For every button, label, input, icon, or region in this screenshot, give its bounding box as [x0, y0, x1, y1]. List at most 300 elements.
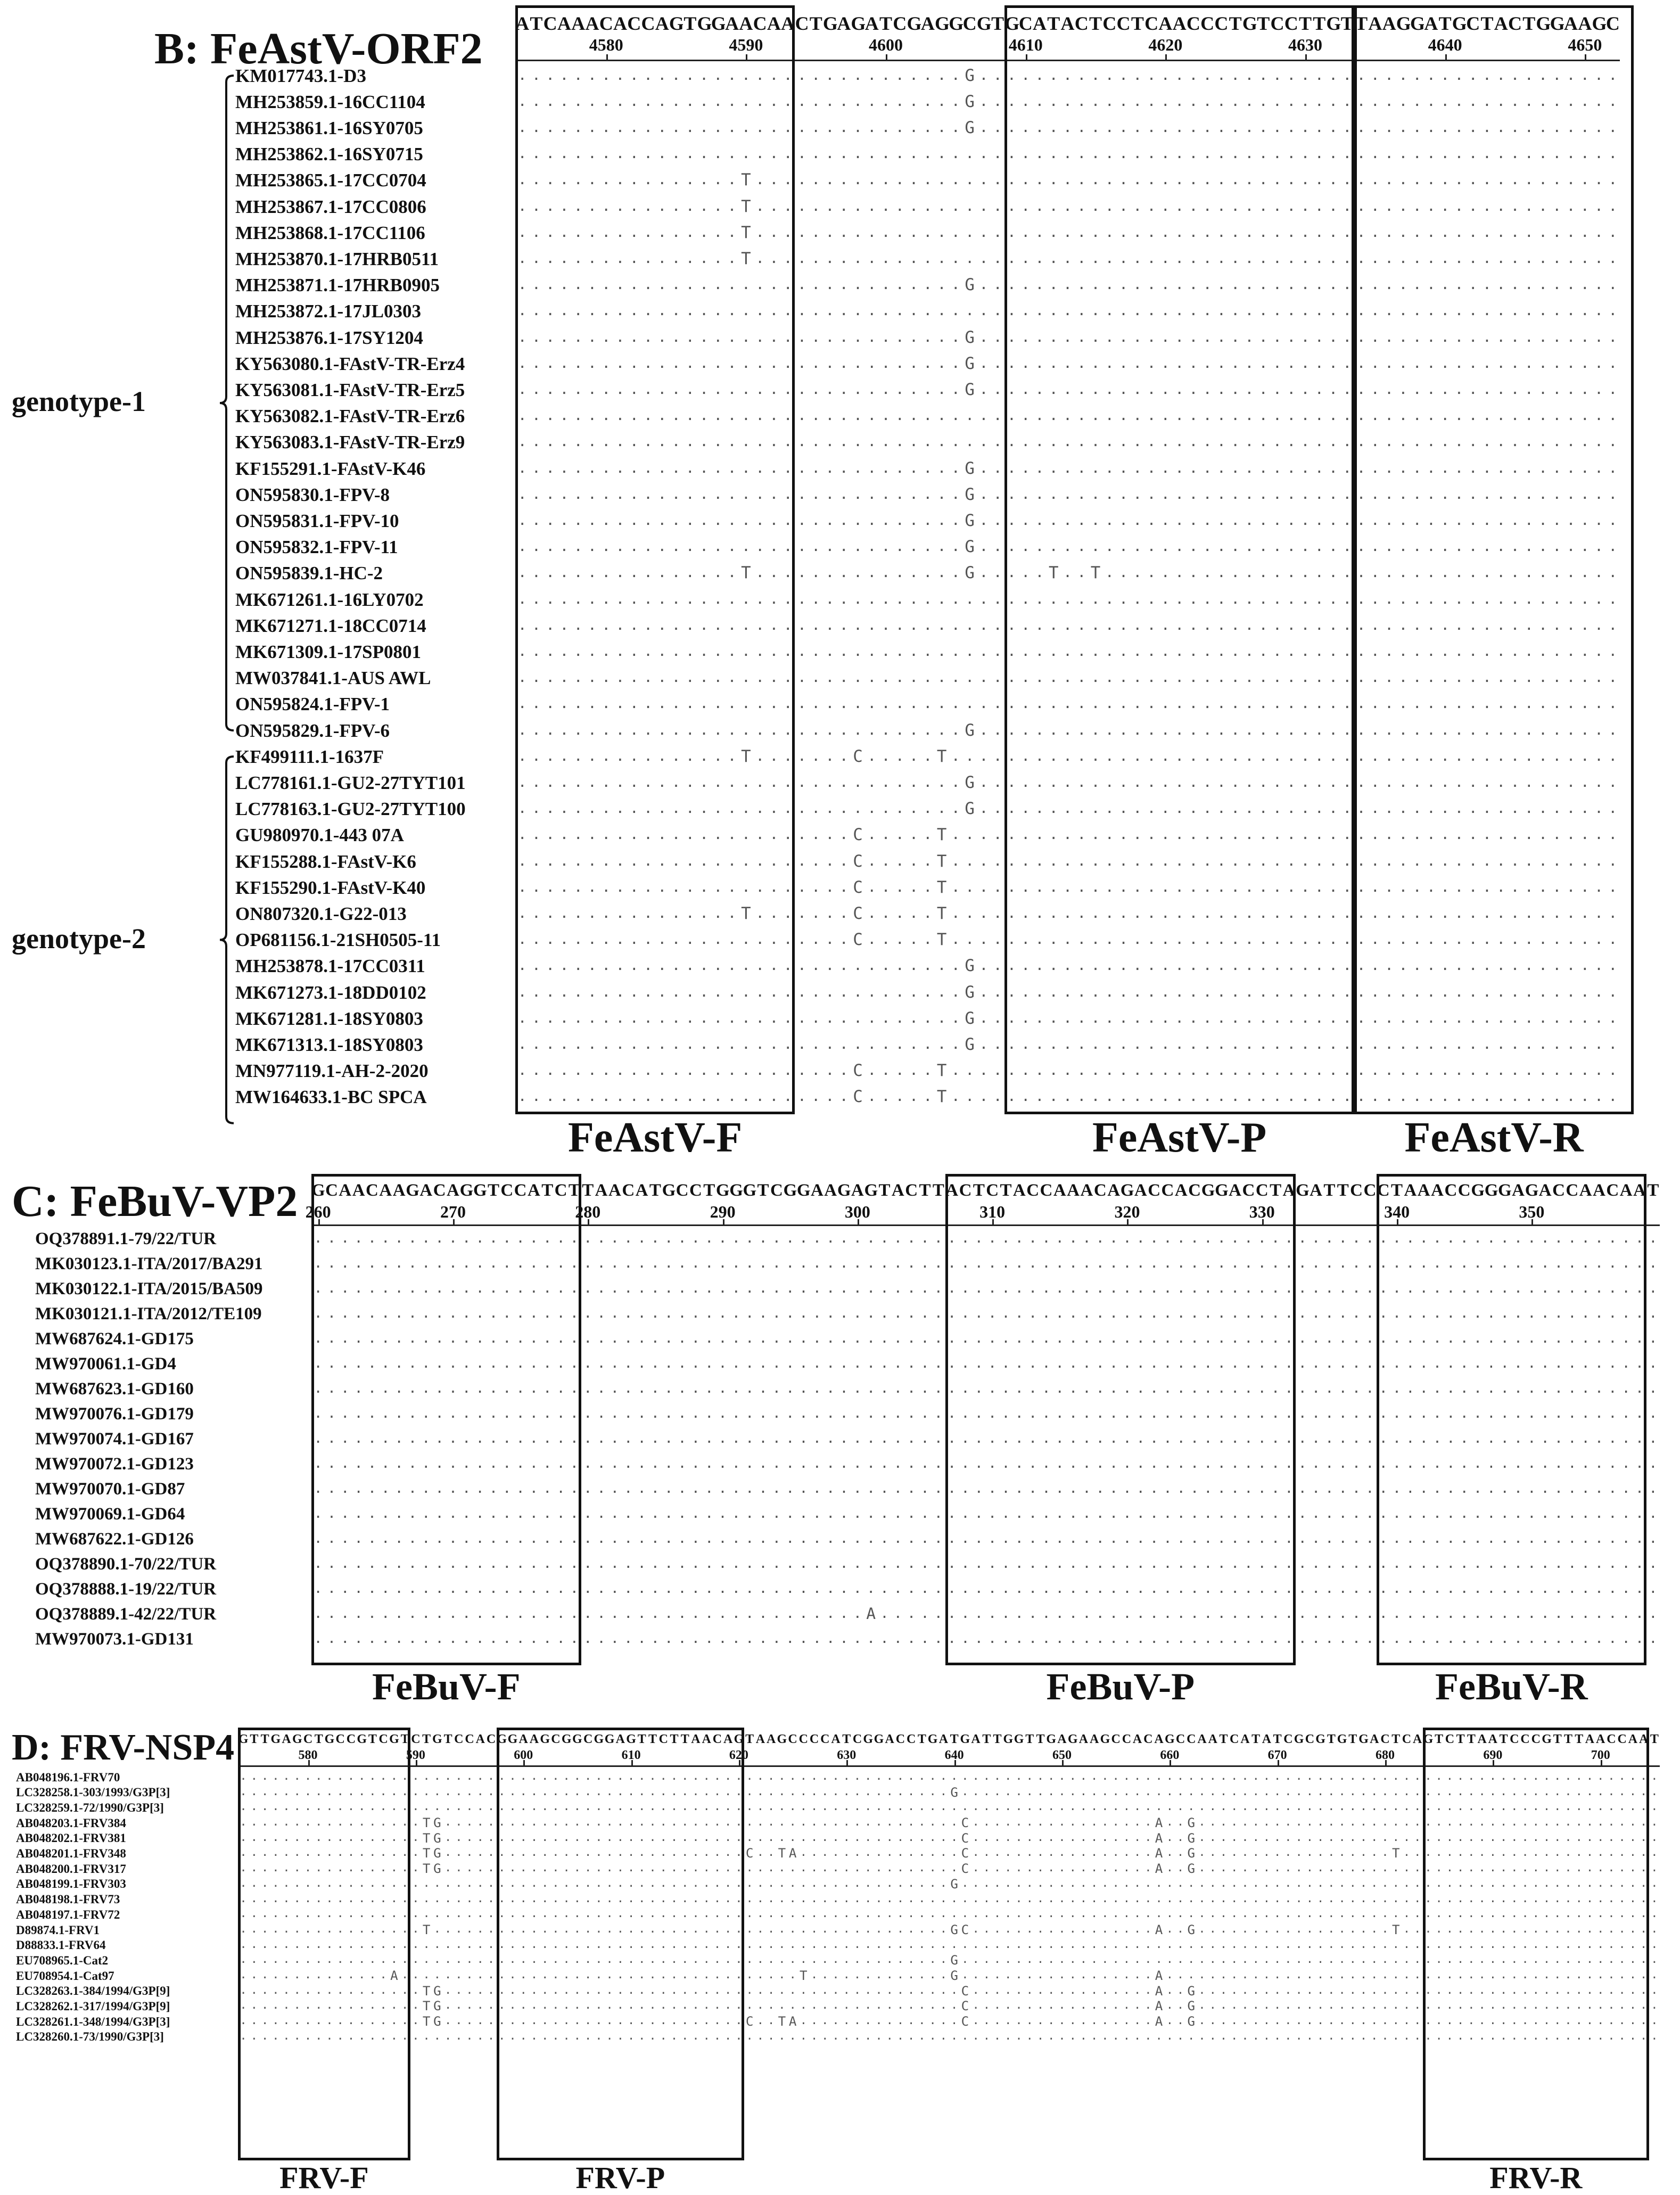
identity-dot: .	[1147, 618, 1156, 632]
identity-dot: .	[1001, 1406, 1010, 1420]
identity-dot: .	[699, 356, 709, 371]
identity-dot: .	[602, 853, 611, 868]
identity-dot: .	[449, 1281, 457, 1295]
identity-dot: .	[759, 1431, 767, 1445]
identity-dot: .	[895, 225, 904, 240]
identity-dot: .	[1189, 539, 1198, 554]
identity-dot: .	[1105, 356, 1114, 371]
identity-dot: .	[1042, 1281, 1050, 1295]
identity-dot: .	[1343, 1063, 1352, 1078]
identity-dot: .	[1150, 1356, 1158, 1370]
identity-dot: .	[934, 1231, 943, 1245]
identity-dot: .	[882, 958, 891, 973]
identity-dot: .	[1007, 356, 1016, 371]
identity-dot: .	[1231, 1556, 1239, 1571]
identity-dot: .	[1049, 68, 1058, 83]
identity-dot: .	[1284, 1231, 1293, 1245]
identity-dot: .	[1595, 1556, 1603, 1571]
identity-dot: .	[1608, 801, 1617, 816]
identity-dot: .	[1105, 434, 1114, 449]
identity-dot: .	[1379, 1281, 1388, 1295]
sequence-label: ON807320.1-G22-013	[235, 905, 407, 923]
identity-dot: .	[422, 1231, 430, 1245]
identity-dot: .	[1483, 827, 1492, 842]
reference-base: T	[1438, 14, 1452, 33]
identity-dot: .	[1177, 1281, 1185, 1295]
identity-dot: .	[1455, 775, 1464, 790]
identity-dot: .	[867, 1481, 875, 1495]
identity-dot: .	[1217, 513, 1226, 528]
identity-dot: .	[1133, 749, 1142, 763]
identity-dot: .	[341, 1581, 349, 1596]
identity-dot: .	[630, 749, 639, 763]
identity-dot: .	[1301, 94, 1310, 109]
identity-dot: .	[1259, 932, 1268, 947]
identity-dot: .	[1042, 1456, 1050, 1470]
identity-dot: .	[664, 1606, 673, 1621]
identity-dot: .	[1287, 722, 1296, 737]
identity-dot: .	[839, 670, 849, 685]
identity-dot: .	[979, 277, 988, 292]
identity-dot: .	[839, 94, 849, 109]
identity-dot: .	[1203, 172, 1212, 187]
primer-label: FeAstV-F	[568, 1116, 742, 1159]
identity-dot: .	[705, 1281, 713, 1295]
sequence-label: OP681156.1-21SH0505-11	[235, 931, 441, 949]
identity-dot: .	[1315, 330, 1324, 344]
identity-dot: .	[1105, 932, 1114, 947]
identity-dot: .	[1133, 984, 1142, 999]
identity-dot: .	[1580, 644, 1590, 659]
identity-dot: .	[1133, 775, 1142, 790]
identity-dot: .	[543, 1356, 551, 1370]
mutation-base: G	[965, 722, 975, 739]
identity-dot: .	[588, 487, 597, 502]
identity-dot: .	[772, 1256, 781, 1270]
identity-dot: .	[1177, 1306, 1185, 1320]
identity-dot: .	[657, 670, 666, 685]
identity-dot: .	[797, 801, 806, 816]
identity-dot: .	[1433, 1531, 1442, 1545]
reference-base: G	[311, 1182, 325, 1199]
identity-dot: .	[588, 932, 597, 947]
identity-dot: .	[894, 1456, 902, 1470]
identity-dot: .	[651, 1431, 660, 1445]
identity-dot: .	[1007, 670, 1016, 685]
identity-dot: .	[1077, 1089, 1086, 1104]
identity-dot: .	[1433, 1431, 1442, 1445]
identity-dot: .	[742, 722, 751, 737]
identity-dot: .	[1483, 199, 1492, 213]
identity-dot: .	[909, 644, 918, 659]
identity-dot: .	[1594, 1037, 1603, 1051]
reference-base: G	[797, 1182, 810, 1199]
reference-base: A	[1633, 1182, 1646, 1199]
identity-dot: .	[516, 1306, 524, 1320]
identity-dot: .	[979, 68, 988, 83]
identity-dot: .	[518, 434, 527, 449]
identity-dot: .	[742, 618, 751, 632]
identity-dot: .	[1339, 1506, 1347, 1520]
identity-dot: .	[1284, 1456, 1293, 1470]
identity-dot: .	[1287, 1089, 1296, 1104]
identity-dot: .	[1469, 1063, 1478, 1078]
identity-dot: .	[1496, 591, 1505, 606]
identity-dot: .	[1469, 434, 1478, 449]
identity-dot: .	[797, 94, 806, 109]
identity-dot: .	[1245, 906, 1254, 920]
reference-base: A	[655, 14, 669, 33]
identity-dot: .	[657, 853, 666, 868]
identity-dot: .	[672, 932, 681, 947]
identity-dot: .	[691, 1406, 700, 1420]
identity-dot: .	[755, 801, 764, 816]
identity-dot: .	[1329, 539, 1338, 554]
identity-dot: .	[1649, 1356, 1657, 1370]
identity-dot: .	[799, 1306, 808, 1320]
identity-dot: .	[644, 722, 653, 737]
identity-dot: .	[1446, 1581, 1455, 1596]
identity-dot: .	[588, 199, 597, 213]
identity-dot: .	[1413, 434, 1422, 449]
identity-dot: .	[1175, 277, 1184, 292]
identity-dot: .	[1189, 120, 1198, 135]
identity-dot: .	[1483, 461, 1492, 475]
identity-dot: .	[1273, 853, 1282, 868]
identity-dot: .	[1608, 1010, 1617, 1025]
identity-dot: .	[839, 775, 849, 790]
identity-dot: .	[1608, 146, 1617, 161]
identity-dot: .	[1496, 146, 1505, 161]
identity-dot: .	[1582, 1556, 1590, 1571]
identity-dot: .	[381, 1406, 390, 1420]
identity-dot: .	[979, 644, 988, 659]
identity-dot: .	[327, 1456, 336, 1470]
identity-dot: .	[799, 1531, 808, 1545]
reference-base: C	[1116, 14, 1130, 33]
sequence-label: KF499111.1-1637F	[235, 747, 384, 766]
identity-dot: .	[355, 1506, 363, 1520]
identity-dot: .	[1049, 801, 1058, 816]
identity-dot: .	[1147, 330, 1156, 344]
identity-dot: .	[1511, 775, 1520, 790]
identity-dot: .	[853, 1556, 862, 1571]
identity-dot: .	[574, 303, 583, 318]
identity-dot: .	[1217, 68, 1226, 83]
identity-dot: .	[1413, 251, 1422, 266]
identity-dot: .	[518, 591, 527, 606]
identity-dot: .	[1398, 1089, 1407, 1104]
identity-dot: .	[532, 68, 541, 83]
identity-dot: .	[951, 434, 960, 449]
identity-dot: .	[1245, 984, 1254, 999]
identity-dot: .	[759, 1331, 767, 1345]
identity-dot: .	[799, 1256, 808, 1270]
identity-dot: .	[530, 1506, 538, 1520]
identity-dot: .	[518, 984, 527, 999]
identity-dot: .	[1147, 68, 1156, 83]
identity-dot: .	[1091, 120, 1100, 135]
identity-dot: .	[1325, 1356, 1333, 1370]
identity-dot: .	[1231, 434, 1240, 449]
identity-dot: .	[1063, 565, 1072, 580]
identity-dot: .	[602, 618, 611, 632]
identity-dot: .	[1567, 696, 1576, 711]
identity-dot: .	[728, 1010, 737, 1025]
identity-dot: .	[1175, 644, 1184, 659]
identity-dot: .	[435, 1381, 443, 1395]
identity-dot: .	[772, 1531, 781, 1545]
identity-dot: .	[839, 644, 849, 659]
identity-dot: .	[937, 539, 946, 554]
identity-dot: .	[784, 461, 793, 475]
identity-dot: .	[1258, 1281, 1266, 1295]
identity-dot: .	[518, 356, 527, 371]
reference-base: T	[581, 1182, 595, 1199]
identity-dot: .	[1385, 984, 1394, 999]
identity-dot: .	[1594, 1089, 1603, 1104]
identity-dot: .	[1538, 906, 1547, 920]
reference-base: T	[972, 1182, 985, 1199]
identity-dot: .	[435, 1281, 443, 1295]
identity-dot: .	[1511, 382, 1520, 397]
identity-dot: .	[1343, 277, 1352, 292]
identity-dot: .	[611, 1456, 619, 1470]
identity-dot: .	[1594, 1010, 1603, 1025]
identity-dot: .	[1077, 932, 1086, 947]
identity-dot: .	[839, 1231, 848, 1245]
identity-dot: .	[811, 958, 820, 973]
identity-dot: .	[1352, 1231, 1361, 1245]
identity-dot: .	[1119, 644, 1128, 659]
identity-dot: .	[699, 984, 709, 999]
identity-dot: .	[1393, 1231, 1401, 1245]
identity-dot: .	[546, 1089, 555, 1104]
identity-dot: .	[1594, 984, 1603, 999]
identity-dot: .	[1259, 853, 1268, 868]
reference-base: C	[770, 1182, 783, 1199]
identity-dot: .	[1028, 1281, 1037, 1295]
identity-dot: .	[1511, 1037, 1520, 1051]
identity-dot: .	[923, 251, 932, 266]
identity-dot: .	[909, 539, 918, 554]
reference-base: C	[554, 1182, 567, 1199]
identity-dot: .	[686, 644, 695, 659]
identity-dot: .	[975, 1456, 983, 1470]
identity-dot: .	[1525, 408, 1534, 423]
identity-dot: .	[1552, 356, 1561, 371]
reference-base: G	[907, 14, 920, 33]
identity-dot: .	[853, 382, 862, 397]
identity-dot: .	[1567, 434, 1576, 449]
identity-dot: .	[772, 1481, 781, 1495]
identity-dot: .	[1567, 1037, 1576, 1051]
identity-dot: .	[979, 801, 988, 816]
identity-dot: .	[909, 591, 918, 606]
identity-dot: .	[1594, 146, 1603, 161]
identity-dot: .	[1406, 1431, 1414, 1445]
identity-dot: .	[686, 618, 695, 632]
identity-dot: .	[909, 382, 918, 397]
identity-dot: .	[979, 487, 988, 502]
identity-dot: .	[1527, 1581, 1536, 1596]
identity-dot: .	[644, 68, 653, 83]
identity-dot: .	[1413, 330, 1422, 344]
identity-dot: .	[1001, 1381, 1010, 1395]
identity-dot: .	[1398, 94, 1407, 109]
identity-dot: .	[713, 94, 722, 109]
identity-dot: .	[1315, 827, 1324, 842]
identity-dot: .	[742, 513, 751, 528]
identity-dot: .	[907, 1556, 916, 1571]
identity-dot: .	[1021, 277, 1030, 292]
identity-dot: .	[546, 199, 555, 213]
identity-dot: .	[699, 853, 709, 868]
identity-dot: .	[951, 827, 960, 842]
identity-dot: .	[1049, 906, 1058, 920]
identity-dot: .	[1525, 225, 1534, 240]
identity-dot: .	[728, 225, 737, 240]
identity-dot: .	[1147, 382, 1156, 397]
identity-dot: .	[1203, 408, 1212, 423]
identity-dot: .	[1525, 461, 1534, 475]
identity-dot: .	[1357, 879, 1366, 894]
identity-dot: .	[1245, 434, 1254, 449]
identity-dot: .	[1511, 958, 1520, 973]
identity-dot: .	[1440, 199, 1450, 213]
identity-dot: .	[1119, 670, 1128, 685]
identity-dot: .	[1440, 1089, 1450, 1104]
identity-dot: .	[556, 1531, 565, 1545]
identity-dot: .	[1483, 1063, 1492, 1078]
reference-base: C	[1188, 1182, 1201, 1199]
identity-dot: .	[1622, 1556, 1630, 1571]
identity-dot: .	[1483, 146, 1492, 161]
identity-dot: .	[1329, 225, 1338, 240]
identity-dot: .	[1189, 356, 1198, 371]
identity-dot: .	[1231, 827, 1240, 842]
identity-dot: .	[755, 591, 764, 606]
identity-dot: .	[530, 1331, 538, 1345]
identity-dot: .	[867, 827, 876, 842]
identity-dot: .	[1049, 408, 1058, 423]
identity-dot: .	[1259, 958, 1268, 973]
identity-dot: .	[532, 277, 541, 292]
identity-dot: .	[516, 1231, 524, 1245]
identity-dot: .	[314, 1456, 323, 1470]
identity-dot: .	[1357, 513, 1366, 528]
identity-dot: .	[1203, 591, 1212, 606]
identity-dot: .	[1398, 303, 1407, 318]
identity-dot: .	[1217, 251, 1226, 266]
identity-dot: .	[559, 199, 569, 213]
identity-dot: .	[616, 146, 625, 161]
identity-dot: .	[1245, 853, 1254, 868]
identity-dot: .	[672, 434, 681, 449]
identity-dot: .	[1035, 775, 1044, 790]
identity-dot: .	[1287, 749, 1296, 763]
identity-dot: .	[1649, 1481, 1657, 1495]
identity-dot: .	[570, 1281, 579, 1295]
identity-dot: .	[965, 199, 974, 213]
reference-base: C	[1255, 1182, 1269, 1199]
identity-dot: .	[895, 1037, 904, 1051]
identity-dot: .	[1413, 225, 1422, 240]
identity-dot: .	[882, 356, 891, 371]
identity-dot: .	[1594, 853, 1603, 868]
identity-dot: .	[1393, 1506, 1401, 1520]
identity-dot: .	[422, 1306, 430, 1320]
identity-dot: .	[880, 1456, 888, 1470]
identity-dot: .	[1077, 722, 1086, 737]
identity-dot: .	[532, 696, 541, 711]
identity-dot: .	[546, 827, 555, 842]
identity-dot: .	[1329, 461, 1338, 475]
identity-dot: .	[1105, 382, 1114, 397]
identity-dot: .	[1385, 277, 1394, 292]
identity-dot: .	[853, 120, 862, 135]
identity-dot: .	[1028, 1456, 1037, 1470]
identity-dot: .	[839, 722, 849, 737]
identity-dot: .	[1063, 251, 1072, 266]
identity-dot: .	[993, 749, 1002, 763]
identity-dot: .	[686, 722, 695, 737]
identity-dot: .	[1398, 1010, 1407, 1025]
identity-dot: .	[1069, 1306, 1077, 1320]
identity-dot: .	[1077, 487, 1086, 502]
identity-dot: .	[799, 1606, 808, 1621]
identity-dot: .	[532, 906, 541, 920]
identity-dot: .	[546, 356, 555, 371]
identity-dot: .	[1217, 1256, 1226, 1270]
identity-dot: .	[1021, 958, 1030, 973]
identity-dot: .	[1357, 225, 1366, 240]
identity-dot: .	[1371, 146, 1380, 161]
identity-dot: .	[1649, 1406, 1657, 1420]
identity-dot: .	[1056, 1556, 1064, 1571]
identity-dot: .	[1455, 434, 1464, 449]
sequence-label: KY563081.1-FAstV-TR-Erz5	[235, 381, 465, 399]
identity-dot: .	[1635, 1581, 1644, 1596]
identity-dot: .	[368, 1231, 376, 1245]
identity-dot: .	[672, 696, 681, 711]
identity-dot: .	[839, 172, 849, 187]
reference-base: C	[1026, 1182, 1039, 1199]
identity-dot: .	[1096, 1231, 1105, 1245]
identity-dot: .	[909, 801, 918, 816]
identity-dot: .	[672, 408, 681, 423]
identity-dot: .	[1427, 487, 1436, 502]
identity-dot: .	[1622, 1231, 1630, 1245]
identity-dot: .	[1440, 591, 1450, 606]
identity-dot: .	[867, 1231, 875, 1245]
identity-dot: .	[784, 749, 793, 763]
identity-dot: .	[559, 94, 569, 109]
identity-dot: .	[718, 1356, 727, 1370]
identity-dot: .	[993, 408, 1002, 423]
identity-dot: .	[1035, 539, 1044, 554]
identity-dot: .	[923, 356, 932, 371]
identity-dot: .	[368, 1281, 376, 1295]
identity-dot: .	[1580, 879, 1590, 894]
identity-dot: .	[1527, 1356, 1536, 1370]
identity-dot: .	[530, 1606, 538, 1621]
identity-dot: .	[1343, 565, 1352, 580]
identity-dot: .	[1385, 879, 1394, 894]
identity-dot: .	[988, 1331, 997, 1345]
identity-dot: .	[786, 1331, 794, 1345]
identity-dot: .	[616, 1089, 625, 1104]
